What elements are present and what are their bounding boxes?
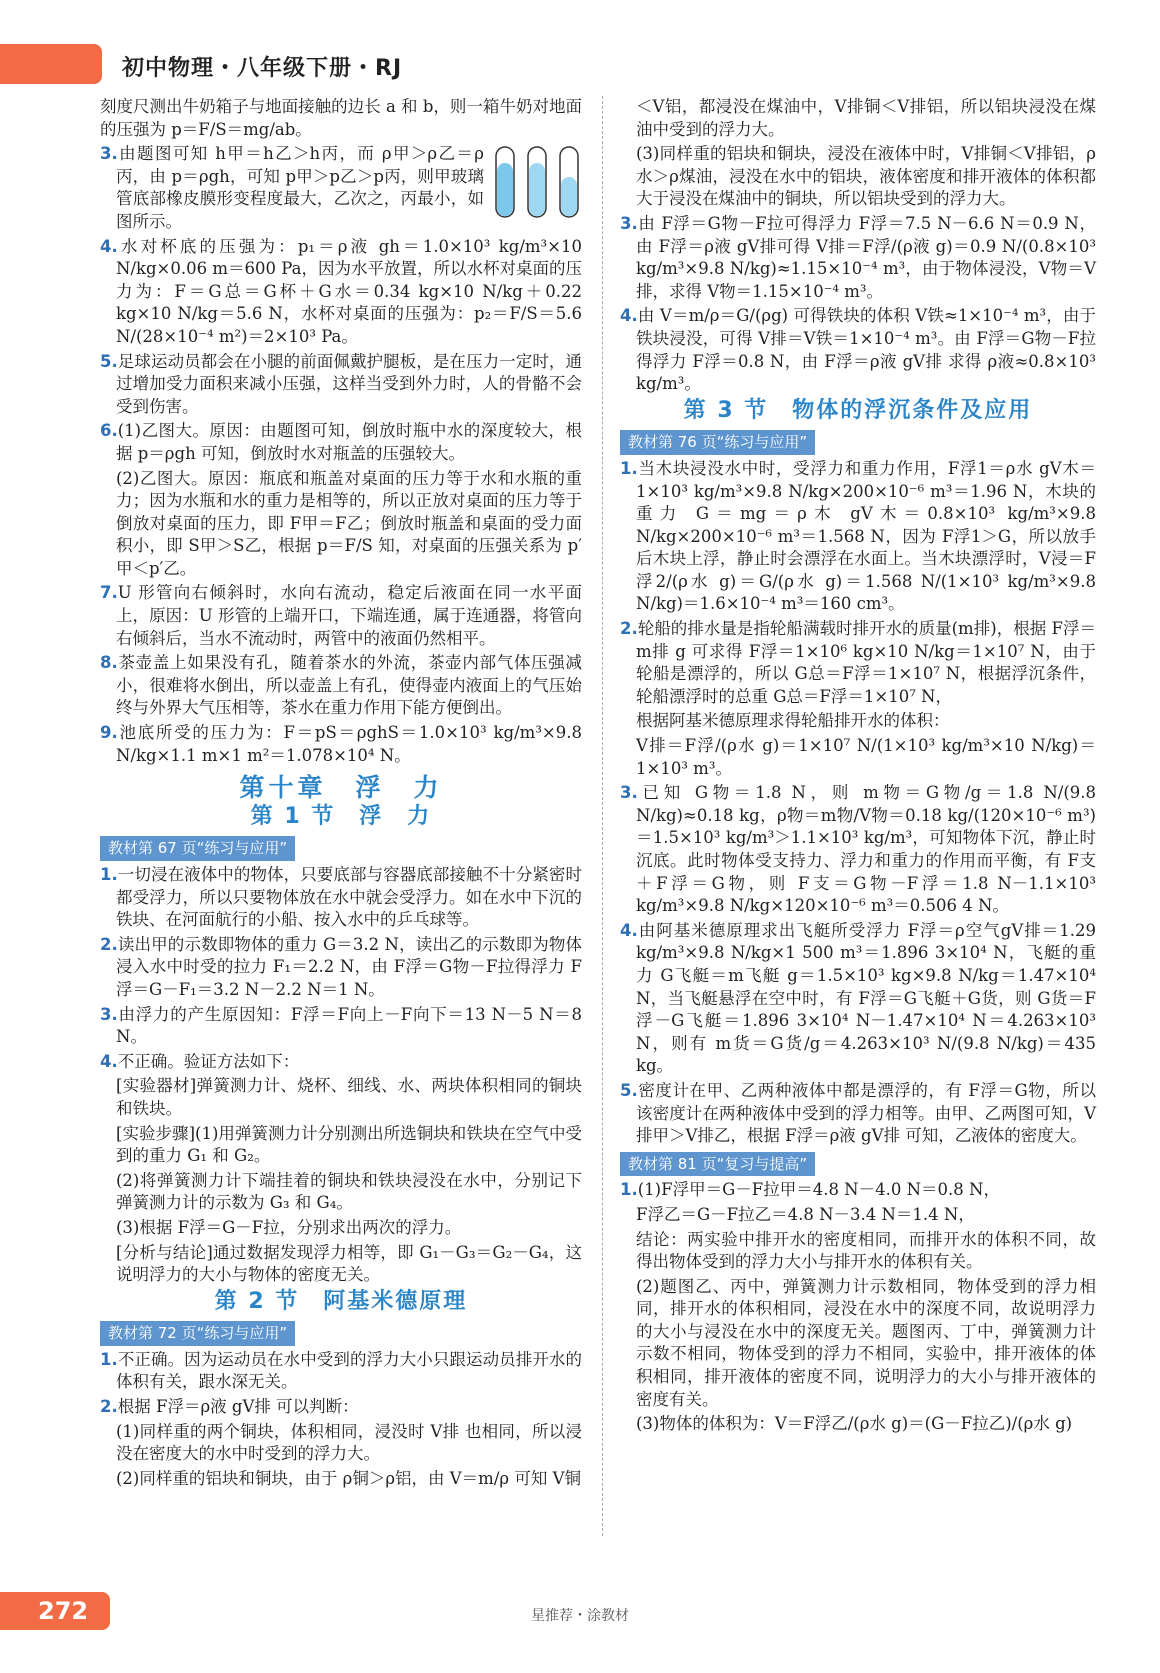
question-4 — [100, 236, 582, 349]
question-text: 读出甲的示数即物体的重力 G＝3.2 N，读出乙的示数即为物体浸入水中时受的拉力 F₁＝2.2 N，由 F浮＝G物－F拉得浮力 F浮＝G－F₁＝3.2 N－2.2 N＝1 N。 — [116, 934, 582, 999]
textbook-reference: 教材第 67 页“练习与应用” — [100, 836, 295, 861]
question-text: (1)F浮甲＝G－F拉甲＝4.8 N－4.0 N＝0.8 N， — [637, 1180, 1000, 1200]
question-text: 池底所受的压力为：F＝pS＝ρghS＝1.0×10³ kg/m³×9.8 N/kg×1.1 m×1 m²＝1.078×10⁴ N。 — [116, 723, 582, 765]
paragraph: (3)同样重的铝块和铜块，浸没在液体中时，V排铜＜V排铝，ρ水＞ρ煤油，浸没在水中的铝块，液体密度和排开液体的体积都大于浸没在煤油中的铜块，所以铝块受到的浮力大。 — [636, 144, 1096, 209]
s3-question-4 — [620, 920, 1096, 1078]
question-number: 7. — [100, 583, 118, 603]
question-number: 3. — [620, 783, 638, 803]
question-number: 4. — [620, 920, 638, 940]
textbook-reference: 教材第 81 页“复习与提高” — [620, 1152, 815, 1177]
review-question-1 — [620, 1179, 1096, 1202]
question-3 — [100, 143, 582, 233]
paragraph: [实验器材]弹簧测力计、烧杯、细线、水、两块体积相同的铜块和铁块。 — [116, 1076, 582, 1118]
paragraph: F浮乙＝G－F拉乙＝4.8 N－3.4 N＝1.4 N， — [636, 1204, 975, 1224]
question-number: 5. — [100, 351, 118, 371]
question-number: 3. — [100, 144, 118, 164]
question-3 — [620, 213, 1096, 303]
question-text: (1)乙图大。原因：由题图可知，倒放时瓶中水的深度较大，根据 p＝ρgh 可知，倒放时水对瓶盖的压强较大。 — [116, 421, 582, 463]
question-number: 5. — [620, 1080, 638, 1100]
s2-question-2 — [100, 1396, 582, 1419]
question-number: 6. — [100, 421, 118, 441]
question-number: 3. — [100, 1004, 118, 1024]
question-text: 由 V＝m/ρ＝G/(ρg) 可得铁块的体积 V铁≈1×10⁻⁴ m³，由于铁块浸没，可得 V排＝V铁＝1×10⁻⁴ m³。由 F浮＝G物－F拉得浮力 F浮＝0.8 N，由 F浮＝ρ液 gV排 求得 ρ液≈0.8×10³ kg/m³。 — [636, 306, 1096, 394]
s3-question-1 — [620, 458, 1096, 616]
left-column — [100, 96, 582, 1492]
textbook-reference: 教材第 76 页“练习与应用” — [620, 430, 815, 455]
question-text: 由阿基米德原理求出飞艇所受浮力 F浮＝ρ空气gV排＝1.29 kg/m³×9.8 N/kg×1 500 m³＝1.896 3×10⁴ N，飞艇的重力 G飞艇＝m飞艇 g＝1.5×10³ kg×9.8 N/kg＝1.47×10⁴ N，当飞艇悬浮在空中时，有 F浮＝G飞艇＋G货，则 G货＝F浮－G飞艇＝1.896 3×10⁴ N－1.47×10⁴ N＝4.263×10³ N，则有 m货＝G货/g＝4.263×10³ N/(9.8 N/kg)＝435 kg。 — [636, 920, 1096, 1076]
question-6-part-2: (2)乙图大。原因：瓶底和瓶盖对桌面的压力等于水和水瓶的重力；因为水瓶和水的重力是相等的，所以正放对桌面的压力等于倒放对桌面的压力，即 F甲＝F乙；倒放时瓶盖和桌面的受力面积小，即 S甲＞S乙，根据 p＝F/S 知，对桌面的压强关系为 p′甲＜p′乙。 — [116, 468, 582, 578]
footer-brand: 星推荐・涂教材 — [531, 1608, 629, 1624]
question-text: 轮船的排水量是指轮船满载时排开水的质量(m排)，根据 F浮＝m排 g 可求得 F浮＝1×10⁶ kg×10 N/kg＝1×10⁷ N，由于轮船是漂浮的，所以 G总＝F浮＝1×10⁷ N，根据浮沉条件，轮船漂浮时的总重 G总＝F浮＝1×10⁷ N， — [636, 619, 1096, 706]
question-text: 由题图可知 h甲＝h乙＞h丙，而 ρ甲＞ρ乙＝ρ丙，由 p＝ρgh，可知 p甲＞p乙＞p丙，则甲玻璃管底部橡皮膜形变程度最大，乙次之，丙最小，如图所示。 — [116, 144, 484, 231]
s3-question-2 — [620, 618, 1096, 708]
question-number: 4. — [100, 1051, 118, 1071]
right-column — [620, 96, 1096, 1438]
chapter-title: 第十章 浮 力 — [239, 773, 443, 803]
paragraph: [实验步骤](1)用弹簧测力计分别测出所选铜块和铁块在空气中受到的重力 G₁ 和 G₂。 — [116, 1123, 582, 1166]
question-9 — [100, 722, 582, 767]
header-tab — [0, 44, 102, 84]
paragraph: 根据阿基米德原理求得轮船排开水的体积： — [636, 711, 950, 731]
question-text: 根据 F浮＝ρ液 gV排 可以判断： — [117, 1397, 359, 1417]
question-text: 足球运动员都会在小腿的前面佩戴护腿板，是在压力一定时，通过增加受力面积来减小压强，这样当受到外力时，人的骨骼不会受到伤害。 — [116, 351, 582, 416]
question-number: 2. — [620, 619, 638, 639]
question-text: 由浮力的产生原因知：F浮＝F向上－F向下＝13 N－5 N＝8 N。 — [116, 1004, 582, 1047]
tube-jia — [496, 147, 514, 217]
question-text: 密度计在甲、乙两种液体中都是漂浮的，有 F浮＝G物，所以该密度计在两种液体中受到的浮力相等。由甲、乙两图可知，V排甲＞V排乙，根据 F浮＝ρ液 gV排 可知，乙液体的密度大。 — [636, 1080, 1096, 1146]
question-text: 不正确。验证方法如下： — [117, 1051, 300, 1071]
question-text: 茶壶盖上如果没有孔，随着茶水的外流，茶壶内部气体压强减小，很难将水倒出，所以壶盖上有孔，使得壶内液面上的气压始终与外界大气压相等，茶水在重力作用下能方便倒出。 — [116, 653, 582, 718]
question-text: U 形管向右倾斜时，水向右流动，稳定后液面在同一水平面上，原因：U 形管的上端开口，下端连通，属于连通器，将管向右倾斜后，当水不流动时，两管中的液面仍然相平。 — [116, 583, 582, 648]
question-7 — [100, 582, 582, 650]
question-text: 已知 G物＝1.8 N，则 m物＝G物/g＝1.8 N/(9.8 N/kg)≈0.18 kg，ρ物＝m物/V物＝0.18 kg/(120×10⁻⁶ m³)＝1.5×10³ kg/m³＞1.1×10³ kg/m³，可知物体下沉，静止时沉底。此时物体受支持力、浮力和重力的作用而平衡，有 F支＋F浮＝G物，则 F支＝G物－F浮＝1.8 N－1.1×10³ kg/m³×9.8 N/kg×120×10⁻⁶ m³＝0.506 4 N。 — [636, 783, 1096, 916]
paragraph: 结论：两实验中排开水的密度相同，而排开水的体积不同，故得出物体受到的浮力大小与排开水的体积有关。 — [636, 1229, 1096, 1272]
paragraph: ＜V铝，都浸没在煤油中，V排铜＜V排铝，所以铝块浸没在煤油中受到的浮力大。 — [636, 97, 1096, 139]
s1-question-4 — [100, 1051, 582, 1074]
question-6 — [100, 420, 582, 465]
question-text: 由 F浮＝G物－F拉可得浮力 F浮＝7.5 N－6.6 N＝0.9 N，由 F浮＝ρ液 gV排可得 V排＝F浮/(ρ液 g)＝0.9 N/(0.8×10³ kg/m³×9.8 N/kg)≈1.15×10⁻⁴ m³，由于物体浸没，V物＝V排，求得 V物＝1.15×10⁻⁴ m³。 — [636, 213, 1096, 301]
test-tubes-figure — [492, 145, 582, 225]
paragraph: (1)同样重的两个铜块，体积相同，浸没时 V排 也相同，所以浸没在密度大的水中时受到的浮力大。 — [116, 1421, 582, 1464]
question-5 — [100, 351, 582, 419]
paragraph: (3)物体的体积为：V＝F浮乙/(ρ水 g)＝(G－F拉乙)/(ρ水 g) — [636, 1414, 1073, 1434]
question-number: 1. — [620, 458, 638, 478]
question-text: 不正确。因为运动员在水中受到的浮力大小只跟运动员排开水的体积有关，跟水深无关。 — [116, 1349, 582, 1392]
paragraph: V排＝F浮/(ρ水 g)＝1×10⁷ N/(1×10³ kg/m³×10 N/kg)＝1×10³ m³。 — [636, 736, 1096, 778]
question-text: 水对杯底的压强为：p₁＝ρ液 gh＝1.0×10³ kg/m³×10 N/kg×0.06 m＝600 Pa，因为水平放置，所以水杯对桌面的压力为：F＝G总＝G杯＋G水＝0.34 kg×10 N/kg＋0.22 kg×10 N/kg＝5.6 N，水杯对桌面的压强为：p₂＝F/S＝5.6 N/(28×10⁻⁴ m²)＝2×10³ Pa。 — [116, 236, 582, 346]
s1-question-1 — [100, 864, 582, 932]
paragraph: (2)同样重的铝块和铜块，由于 ρ铜＞ρ铝，由 V＝m/ρ 可知 V铜 — [116, 1468, 581, 1488]
s3-question-5 — [620, 1080, 1096, 1148]
question-number: 4. — [620, 306, 638, 326]
tube-yi — [528, 147, 546, 217]
question-number: 2. — [100, 934, 118, 954]
question-number: 2. — [100, 1397, 118, 1417]
question-4 — [620, 305, 1096, 395]
question-number: 1. — [100, 1349, 118, 1369]
s3-question-3 — [620, 782, 1096, 918]
page-header-title: 初中物理・八年级下册・RJ — [122, 56, 403, 81]
question-8 — [100, 652, 582, 720]
section-title: 第 1 节 浮 力 — [250, 803, 432, 829]
question-number: 3. — [620, 213, 638, 233]
s1-question-2 — [100, 934, 582, 1002]
s1-question-3 — [100, 1004, 582, 1049]
paragraph: 刻度尺测出牛奶箱子与地面接触的边长 a 和 b，则一箱牛奶对地面的压强为 p＝F/S＝mg/ab。 — [100, 97, 582, 139]
question-number: 4. — [100, 236, 118, 256]
question-number: 1. — [620, 1180, 638, 1200]
paragraph: (2)题图乙、丙中，弹簧测力计示数相同，物体受到的浮力相同，排开水的体积相同，浸没在水中的深度不同，故说明浮力的大小与浸没在水中的深度无关。题图丙、丁中，弹簧测力计示数不相同，物体受到的浮力不相同，实验中，排开液体的体积相同，排开液体的密度不同，说明浮力的大小与排开液体的密度有关。 — [636, 1276, 1096, 1409]
column-divider — [602, 96, 603, 1536]
paragraph: [分析与结论]通过数据发现浮力相等，即 G₁－G₃＝G₂－G₄，这说明浮力的大小与物体的密度无关。 — [116, 1242, 582, 1285]
textbook-reference: 教材第 72 页“练习与应用” — [100, 1321, 295, 1346]
paragraph: (2)将弹簧测力计下端挂着的铜块和铁块浸没在水中，分别记下弹簧测力计的示数为 G₃ 和 G₄。 — [116, 1170, 582, 1213]
question-number: 8. — [100, 653, 118, 673]
question-number: 1. — [100, 865, 118, 884]
paragraph: (3)根据 F浮＝G－F拉，分别求出两次的浮力。 — [116, 1217, 462, 1237]
tube-bing — [560, 147, 578, 217]
s2-question-1 — [100, 1349, 582, 1394]
question-number: 9. — [100, 723, 118, 743]
section-title: 第 2 节 阿基米德原理 — [214, 1288, 468, 1314]
section-title: 第 3 节 物体的浮沉条件及应用 — [683, 397, 1033, 423]
page-number: 272 — [0, 1592, 110, 1630]
question-text: 当木块浸没水中时，受浮力和重力作用，F浮1＝ρ水 gV木＝1×10³ kg/m³×9.8 N/kg×200×10⁻⁶ m³＝1.96 N，木块的重力 G＝mg＝ρ木 gV木＝0.8×10³ kg/m³×9.8 N/kg×200×10⁻⁶ m³＝1.568 N，因为 F浮1＞G，所以放手后木块上浮，静止时会漂浮在水面上。当木块漂浮时，V浸＝F浮2/(ρ水 g)＝G/(ρ水 g)＝1.568 N/(1×10³ kg/m³×9.8 N/kg)＝1.6×10⁻⁴ m³＝160 cm³。 — [636, 458, 1096, 614]
question-text: 一切浸在液体中的物体，只要底部与容器底部接触不十分紧密时都受浮力，所以只要物体放在水中就会受浮力。如在水中下沉的铁块、在河面航行的小船、按入水中的乒乓球等。 — [116, 865, 582, 930]
